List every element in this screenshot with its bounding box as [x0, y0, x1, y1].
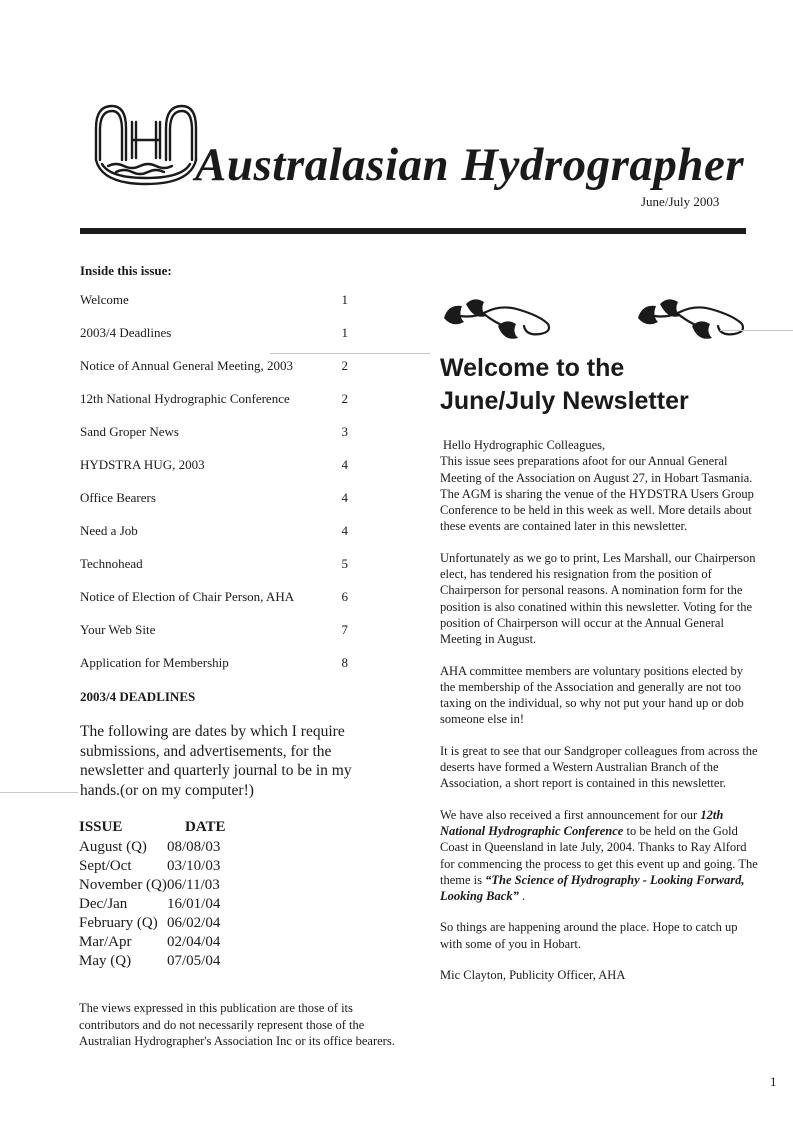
article-paragraph: Unfortunately as we go to print, Les Marshall, our Chairperson elect, has tendered his resignation from the position of Chairperson for personal reasons. A nomination form for the position is also conatined within this newsletter. Voting for the position of Chairperson will occur at the Annual General Meeting in August.: [440, 550, 756, 647]
leaf-vine-ornament-icon: [440, 296, 558, 342]
page-number: 1: [770, 1074, 777, 1089]
issue-cell: November (Q): [79, 877, 167, 893]
toc-row: [80, 292, 348, 310]
date-cell: 03/10/03: [167, 858, 221, 874]
scan-streak: [0, 792, 78, 793]
scan-streak: [720, 330, 793, 331]
table-row: [79, 858, 279, 877]
toc-row: [80, 358, 348, 376]
table-row: [79, 915, 279, 934]
toc-page: 1: [341, 325, 348, 340]
welcome-headline: [440, 352, 770, 418]
issue-cell: Dec/Jan: [79, 896, 128, 912]
deadlines-intro: The following are dates by which I require submissions, and advertisements, for the newsletter and quarterly journal to be in my hands.(or on my computer!): [80, 723, 352, 799]
issue-cell: May (Q): [79, 953, 132, 969]
article-paragraph: [440, 807, 758, 905]
toc-row: [80, 325, 348, 343]
article-signoff: Mic Clayton, Publicity Officer, AHA: [440, 968, 626, 983]
toc-row: [80, 589, 348, 607]
toc-page: 5: [341, 556, 348, 571]
conference-theme: “The Science of Hydrography - Looking Forward, Looking Back”: [440, 872, 745, 904]
date-column-header: DATE: [185, 819, 226, 835]
issue-cell: August (Q): [79, 839, 147, 855]
table-row: [79, 877, 279, 896]
date-cell: 06/11/03: [167, 877, 220, 893]
toc-title: Application for Membership: [80, 655, 229, 670]
table-row: [79, 896, 279, 915]
toc-row: [80, 424, 348, 442]
masthead-rule: [80, 228, 746, 234]
text-run: to be held on the Gold Coast in Queensland in late July, 2004. Thanks to Ray Alford for commencing the process to get this event up and going. The theme is: [440, 823, 758, 887]
toc-title: Office Bearers: [80, 490, 156, 505]
disclaimer: The views expressed in this publication are those of its contributors and do not necessarily represent those of the Australian Hydrographer's Association Inc or its office bearers.: [79, 1001, 395, 1048]
toc-page: 7: [341, 622, 348, 637]
toc-page: 4: [341, 457, 348, 472]
issue-column-header: ISSUE: [79, 819, 123, 835]
toc-title: 12th National Hydrographic Conference: [80, 391, 290, 406]
toc-title: Notice of Election of Chair Person, AHA: [80, 589, 295, 604]
toc-page: 2: [341, 358, 348, 373]
toc-page: 1: [341, 292, 348, 307]
toc-title: Need a Job: [80, 523, 138, 538]
date-cell: 16/01/04: [167, 896, 221, 912]
table-row: [79, 934, 279, 953]
article-greeting: Hello Hydrographic Colleagues,: [443, 438, 606, 452]
leaf-vine-ornament-icon: [634, 296, 752, 342]
deadlines-heading: 2003/4 DEADLINES: [80, 689, 196, 704]
issue-cell: February (Q): [79, 915, 158, 931]
date-cell: 06/02/04: [167, 915, 221, 931]
toc-page: 4: [341, 490, 348, 505]
article-paragraph: AHA committee members are voluntary positions elected by the membership of the Association and generally are not too taxing on the individual, so why not put your hand up or dob someone else in!: [440, 663, 744, 727]
toc-page: 4: [341, 523, 348, 538]
toc-title: Notice of Annual General Meeting, 2003: [80, 358, 293, 373]
welcome-headline-line1: Welcome to the: [440, 354, 625, 382]
toc-row: [80, 523, 348, 541]
toc-page: 3: [341, 424, 348, 439]
toc-row: [80, 457, 348, 475]
scan-streak: [270, 353, 430, 354]
date-cell: 08/08/03: [167, 839, 221, 855]
conference-name: 12th National Hydrographic Conference: [440, 807, 724, 838]
contents-heading: Inside this issue:: [80, 263, 172, 278]
toc-page: 8: [341, 655, 348, 670]
toc-page: 2: [341, 391, 348, 406]
issue-cell: Mar/Apr: [79, 934, 132, 950]
toc-title: 2003/4 Deadlines: [80, 325, 172, 340]
article-paragraph: This issue sees preparations afoot for our Annual General Meeting of the Association on August 27, in Hobart Tasmania. The AGM is sharing the venue of the HYDSTRA Users Group Conference to be held in this week as well. More details about these events are contained later in this newsletter.: [440, 454, 754, 534]
welcome-headline-line2: June/July Newsletter: [440, 387, 689, 415]
toc-row: [80, 622, 348, 640]
text-run: .: [518, 889, 526, 904]
article-paragraph: So things are happening around the place. Hope to catch up with some of you in Hobart.: [440, 920, 738, 951]
toc-row: [80, 490, 348, 508]
issue-date: June/July 2003: [641, 194, 720, 209]
text-run: We have also received a first announcement for our: [440, 807, 701, 822]
toc-row: [80, 556, 348, 574]
toc-title: Your Web Site: [80, 622, 156, 637]
toc-title: HYDSTRA HUG, 2003: [80, 457, 205, 472]
toc-title: Welcome: [80, 292, 129, 307]
issue-cell: Sept/Oct: [79, 858, 132, 874]
toc-page: 6: [341, 589, 348, 604]
aha-logo: [90, 100, 202, 190]
table-row: [79, 953, 279, 972]
table-row: [79, 839, 279, 858]
masthead-title: Australasian Hydrographer: [195, 139, 745, 191]
toc-row: [80, 655, 348, 673]
date-cell: 07/05/04: [167, 953, 221, 969]
toc-title: Sand Groper News: [80, 424, 179, 439]
date-cell: 02/04/04: [167, 934, 221, 950]
toc-title: Technohead: [80, 556, 143, 571]
article-paragraph: It is great to see that our Sandgroper colleagues from across the deserts have formed a Western Australian Branch of the Association, a short report is contained in this newsletter.: [440, 743, 758, 791]
toc-row: [80, 391, 348, 409]
welcome-article: [440, 437, 758, 998]
